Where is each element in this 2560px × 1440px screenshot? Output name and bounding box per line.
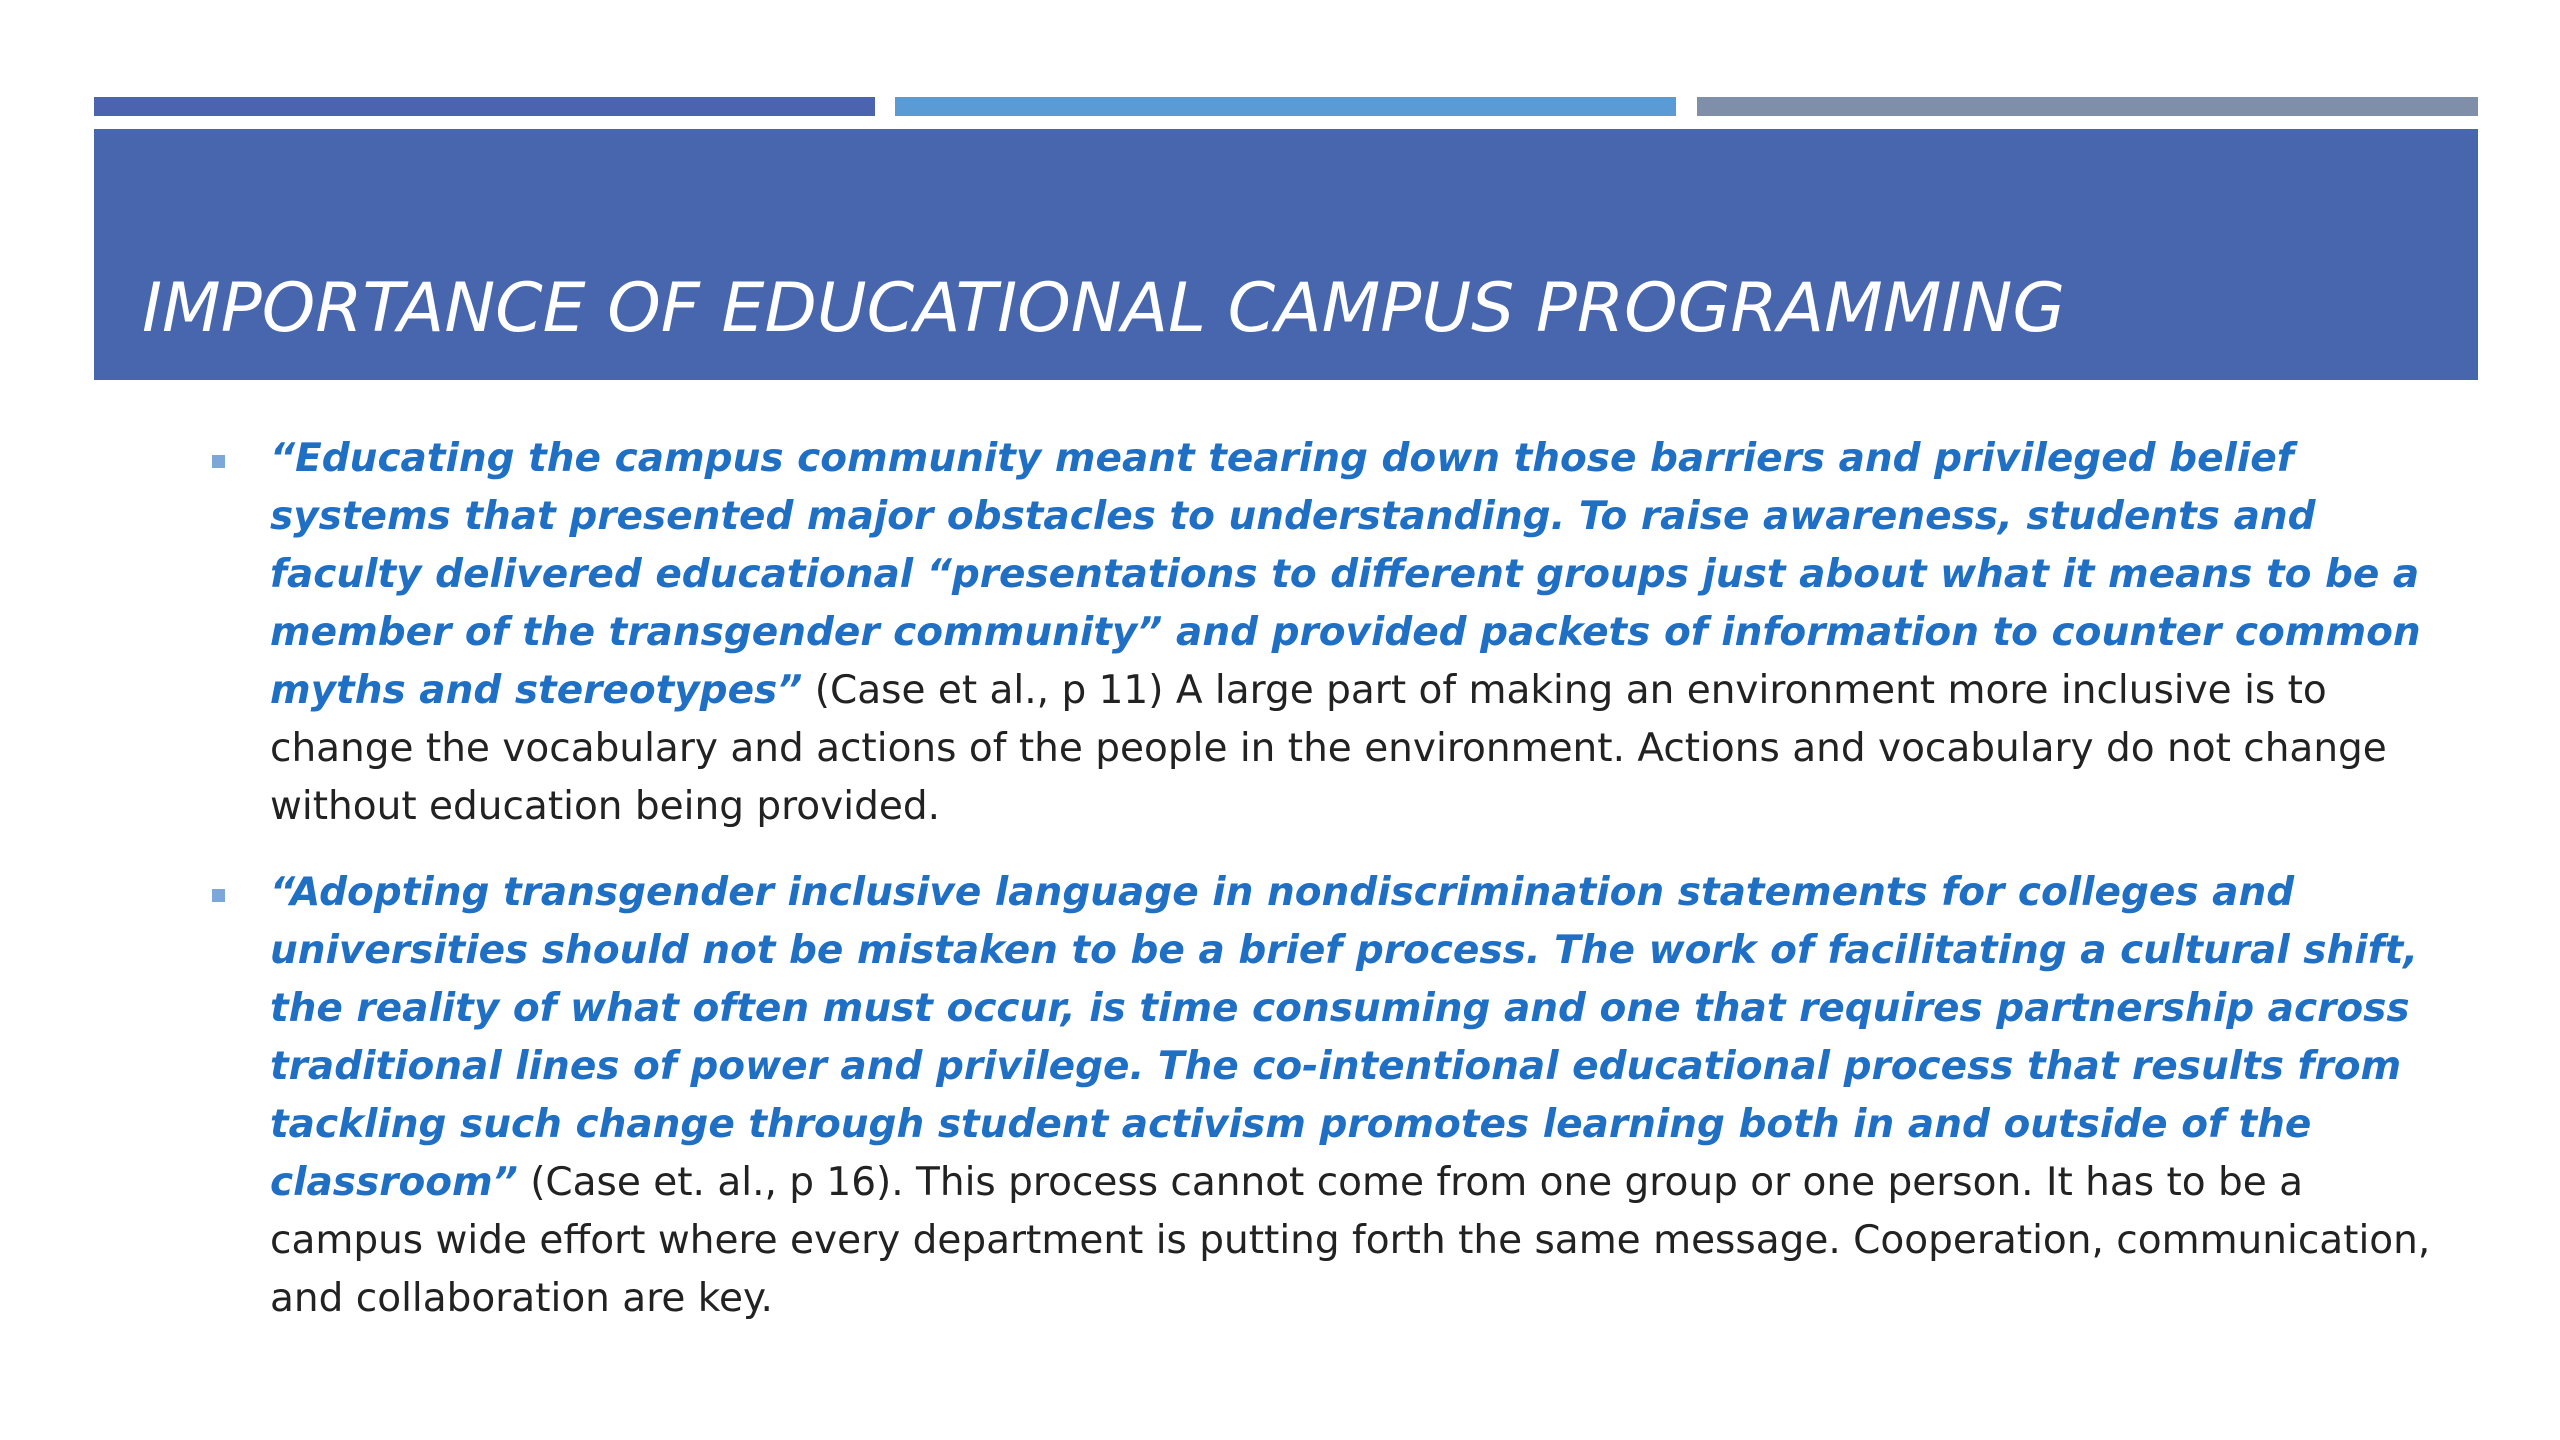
accent-bar-center	[895, 97, 1676, 116]
square-bullet-icon	[212, 889, 225, 902]
bullet-list	[206, 430, 2446, 1328]
title-band	[94, 129, 2478, 380]
quote-text: “Adopting transgender inclusive language in nondiscrimination statements for colleges and universities should not be mistaken to be a brief process. The work of facilitating a cultural shift, the reality of what often must occur, is time consuming and one that requires partnership across traditional lines of power and privilege. The co-intentional educational process that results from tackling such change through student activism promotes learning both in and outside of the classroom”	[270, 870, 2419, 1205]
accent-bar-right	[1697, 97, 2478, 116]
square-bullet-icon	[212, 455, 225, 468]
bullet-item-2	[206, 864, 2446, 1328]
body-text: (Case et al., p 11) A large part of making an environment more inclusive is to change the vocabulary and actions of the people in the environment. Actions and vocabulary do not change without education being provided.	[270, 668, 2387, 829]
quote-text: “Educating the campus community meant tearing down those barriers and privileged belief systems that presented major obstacles to understanding. To raise awareness, students and faculty delivered educational “presentations to different groups just about what it means to be a member of the transgender community” and provided packets of information to counter common myths and stereotypes”	[270, 436, 2421, 713]
bullet-item-1	[206, 430, 2446, 836]
body-text: (Case et. al., p 16). This process cannot come from one group or one person. It has to be a campus wide effort where every department is putting forth the same message. Cooperation, communication, and collaboration are key.	[270, 1160, 2431, 1321]
accent-bar-left	[94, 97, 875, 116]
slide-title: IMPORTANCE OF EDUCATIONAL CAMPUS PROGRAMMING	[142, 269, 2066, 348]
